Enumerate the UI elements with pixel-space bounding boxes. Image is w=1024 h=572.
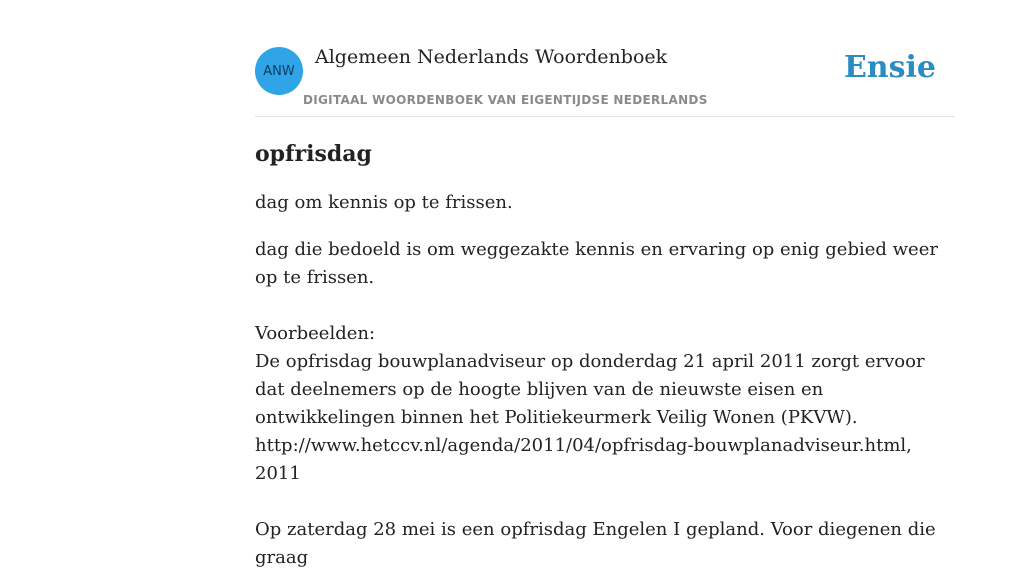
ensie-brand-link[interactable]: Ensie	[843, 50, 936, 85]
long-definition: dag die bedoeld is om weggezakte kennis en ervaring op enig gebied weer op te frissen.	[255, 239, 938, 288]
site-subtitle: DIGITAAL WOORDENBOEK VAN EIGENTIJDSE NEDERLANDS	[303, 93, 708, 107]
entry-word: opfrisdag	[255, 141, 372, 167]
example-text: De opfrisdag bouwplanadviseur op donderdag 21 april 2011 zorgt ervoor dat deelnemers op de hoogte blijven van de nieuwste eisen en ontwikkelingen binnen het Politiekeurmerk Veilig Wonen (PKVW).	[255, 351, 925, 428]
example-text: Op zaterdag 28 mei is een opfrisdag Engelen I gepland. Voor diegenen die graag	[255, 519, 936, 568]
site-title[interactable]: Algemeen Nederlands Woordenboek	[315, 46, 668, 68]
logo-text: ANW	[263, 63, 295, 79]
example-source: http://www.hetccv.nl/agenda/2011/04/opfrisdag-bouwplanadviseur.html, 2011	[255, 435, 912, 484]
examples-label: Voorbeelden:	[255, 323, 376, 344]
anw-logo[interactable]	[255, 47, 303, 95]
example-spacer	[255, 488, 945, 516]
short-definition: dag om kennis op te frissen.	[255, 192, 513, 213]
site-header	[255, 40, 955, 117]
examples-section	[255, 320, 945, 572]
entry-content	[255, 138, 955, 572]
